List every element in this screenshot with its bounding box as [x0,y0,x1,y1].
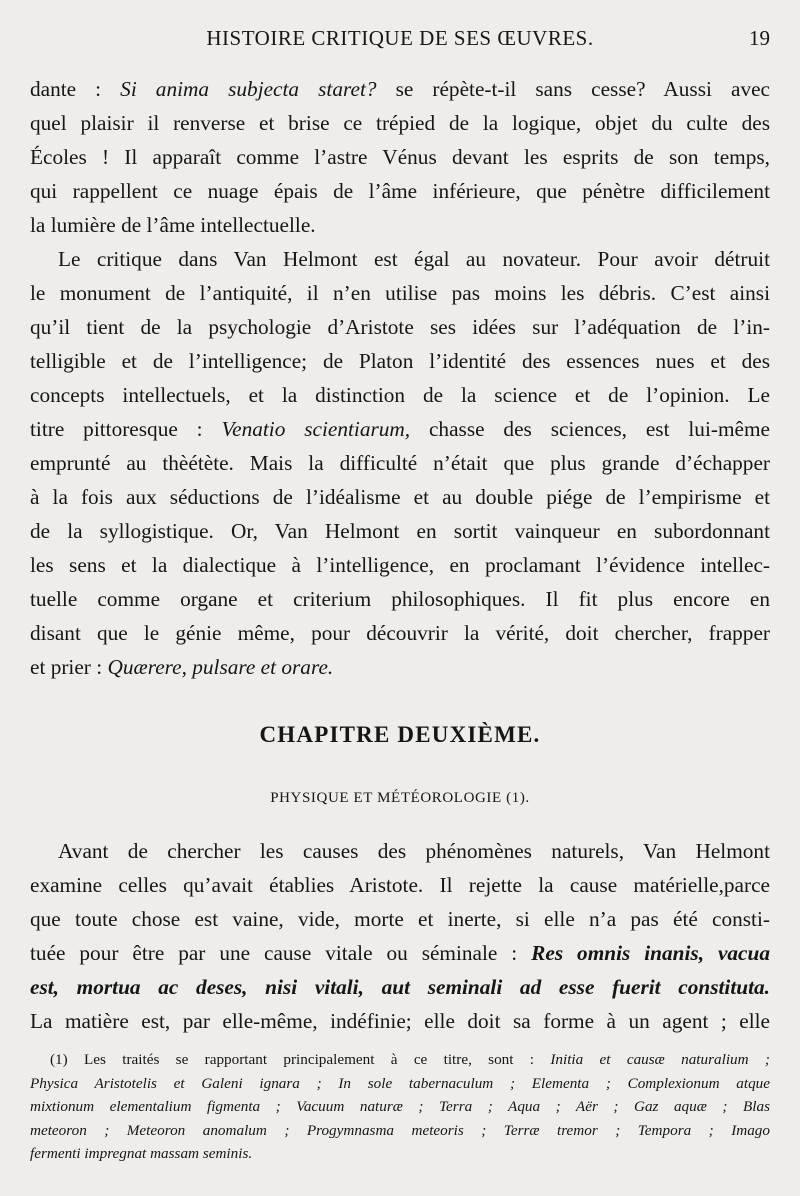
text-line: à la fois aux séductions de l’idéalisme et au double piége de l’empirisme et [30,485,770,509]
text-line: emprunté au thèétète. Mais la difficulté n’était que plus grande d’échapper [30,451,770,475]
text-line: tuelle comme organe et criterium philosophiques. Il fit plus encore en [30,587,770,611]
text-line: de la syllogistique. Or, Van Helmont en sortit vainqueur en subordonnant [30,519,770,543]
text-line: est, mortua ac deses, nisi vitali, aut seminali ad esse fuerit constituta. [30,975,770,999]
text-line: meteoron ; Meteoron anomalum ; Progymnasma meteoris ; Terræ tremor ; Tempora ; Imago [30,1121,770,1139]
text-line: telligible et de l’intelligence; de Platon l’identité des essences nues et des [30,349,770,373]
text-line: dante : Si anima subjecta staret? se répète-t-il sans cesse? Aussi avec [30,77,770,101]
text-line: quel plaisir il renverse et brise ce trépied de la logique, objet du culte des [30,111,770,135]
section-title: PHYSIQUE ET MÉTÉOROLOGIE (1). [270,790,530,806]
footnote [30,1048,770,1166]
text-line: Écoles ! Il apparaît comme l’astre Vénus devant les esprits de son temps, [30,145,770,169]
text-line: titre pittoresque : Venatio scientiarum, chasse des sciences, est lui-même [30,417,770,441]
text-line: les sens et la dialectique à l’intelligence, en proclamant l’évidence intellec- [30,553,770,577]
text-line: La matière est, par elle-même, indéfinie; elle doit sa forme à un agent ; elle [30,1009,770,1033]
page-number: 19 [749,26,770,50]
text-line: examine celles qu’avait établies Aristote. Il rejette la cause matérielle,parce [30,873,770,897]
text-line: disant que le génie même, pour découvrir la vérité, doit chercher, frapper [30,621,770,645]
running-header [0,26,800,56]
paragraph-2 [30,242,770,684]
text-line: qu’il tient de la psychologie d’Aristote ses idées sur l’adéquation de l’in- [30,315,770,339]
text-line: fermenti impregnat massam seminis. [30,1145,253,1162]
paragraph-1 [30,72,770,242]
text-line: qui rappellent ce nuage épais de l’âme inférieure, que pénètre difficilement [30,179,770,203]
text-line: et prier : Quærere, pulsare et orare. [30,655,334,679]
text-line: (1) Les traités se rapportant principalement à ce titre, sont : Initia et causæ naturalium ; [50,1051,770,1068]
text-line: tuée pour être par une cause vitale ou séminale : Res omnis inanis, vacua [30,941,770,965]
running-title: HISTOIRE CRITIQUE DE SES ŒUVRES. [206,26,594,50]
text-line: Avant de chercher les causes des phénomènes naturels, Van Helmont [58,839,770,863]
chapter-title: CHAPITRE DEUXIÈME. [259,722,541,747]
text-line: le monument de l’antiquité, il n’en utilise pas moins les débris. C’est ainsi [30,281,770,305]
text-line: la lumière de l’âme intellectuelle. [30,213,316,237]
text-line: concepts intellectuels, et la distinction de la science et de l’opinion. Le [30,383,770,407]
paragraph-3 [30,834,770,1038]
text-line: Le critique dans Van Helmont est égal au novateur. Pour avoir détruit [58,247,770,271]
text-line: Physica Aristotelis et Galeni ignara ; In sole tabernaculum ; Elementa ; Complexionum atque [30,1074,770,1092]
text-line: mixtionum elementalium figmenta ; Vacuum naturæ ; Terra ; Aqua ; Aër ; Gaz aquæ ; Blas [30,1098,770,1115]
text-line: que toute chose est vaine, vide, morte et inerte, si elle n’a pas été consti- [30,907,770,931]
